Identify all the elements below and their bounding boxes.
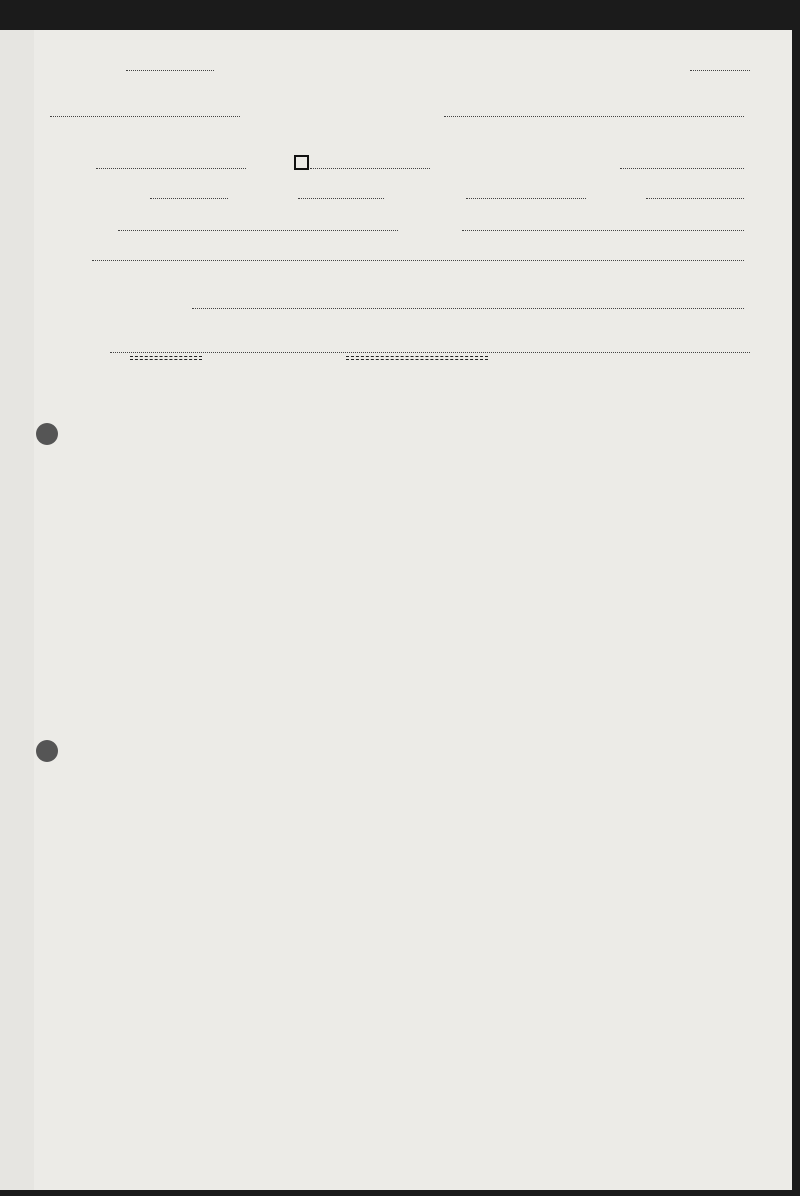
sea-dots: [118, 230, 398, 231]
page-dots: [690, 70, 750, 71]
left-edge: [0, 30, 34, 1190]
shooter-dots: [444, 116, 744, 117]
time-dots: [620, 168, 744, 169]
wind-dots: [646, 198, 744, 199]
cargo-dots: [192, 308, 744, 309]
form-sheet: [34, 30, 792, 1190]
visibility-dots: [466, 198, 586, 199]
punch-hole-top: [36, 423, 58, 445]
weather-dots: [298, 198, 384, 199]
success-underline-1: [130, 356, 202, 360]
depth-dots: [150, 198, 228, 199]
date-dots: [96, 168, 246, 169]
block-dots: [126, 70, 214, 71]
success-underline-2: [346, 356, 488, 360]
success-dots: [110, 352, 750, 353]
place-dots: [310, 168, 430, 169]
place-box: [294, 155, 309, 170]
swell-dots: [462, 230, 744, 231]
punch-hole-bottom: [36, 740, 58, 762]
vessel-dots: [50, 116, 240, 117]
target-dots: [92, 260, 744, 261]
